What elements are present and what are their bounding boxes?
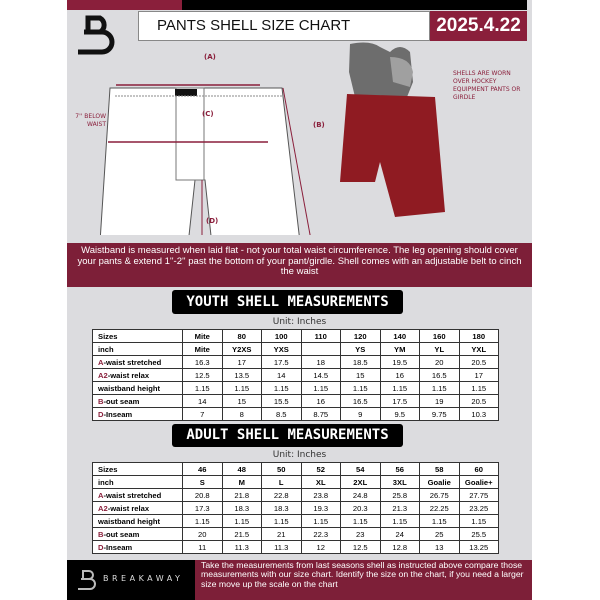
- table-cell: YXL: [459, 343, 499, 356]
- table-row: [93, 515, 499, 528]
- table-row: [93, 476, 499, 489]
- table-cell: 23.8: [301, 489, 341, 502]
- below-waist-note: 7'' BELOW WAIST: [75, 113, 106, 128]
- table-cell: 50: [262, 463, 302, 476]
- table-cell: 14: [183, 395, 223, 408]
- row-label-text: -waist stretched: [103, 357, 162, 367]
- row-label: [93, 541, 183, 554]
- table-cell: 110: [301, 330, 341, 343]
- table-cell: 8.5: [262, 408, 302, 421]
- adult-unit-label: Unit: Inches: [272, 450, 327, 460]
- measure-key: D: [98, 542, 104, 552]
- table-row: [93, 541, 499, 554]
- table-cell: YXS: [262, 343, 302, 356]
- table-cell: L: [262, 476, 302, 489]
- table-cell: [301, 343, 341, 356]
- table-cell: 8: [222, 408, 262, 421]
- table-cell: 21: [262, 528, 302, 541]
- table-cell: 46: [183, 463, 223, 476]
- table-row: [93, 463, 499, 476]
- table-cell: 17: [222, 356, 262, 369]
- footer-brand-block: [67, 560, 195, 600]
- table-cell: 1.15: [301, 515, 341, 528]
- table-row: [93, 382, 499, 395]
- table-cell: 100: [262, 330, 302, 343]
- measure-key: D: [98, 409, 104, 419]
- table-cell: 15.5: [262, 395, 302, 408]
- table-cell: 23: [341, 528, 381, 541]
- table-cell: 16: [301, 395, 341, 408]
- table-cell: 27.75: [459, 489, 499, 502]
- table-cell: 15: [341, 369, 381, 382]
- label-b: (B): [313, 121, 325, 129]
- table-row: [93, 408, 499, 421]
- table-cell: 16.5: [420, 369, 460, 382]
- table-cell: 21.5: [222, 528, 262, 541]
- table-cell: YS: [341, 343, 381, 356]
- table-cell: 16.5: [341, 395, 381, 408]
- table-cell: 58: [420, 463, 460, 476]
- row-label-text: Sizes: [98, 464, 118, 474]
- table-cell: M: [222, 476, 262, 489]
- table-cell: 60: [459, 463, 499, 476]
- table-cell: 7: [183, 408, 223, 421]
- table-cell: Y2XS: [222, 343, 262, 356]
- table-row: [93, 356, 499, 369]
- table-cell: 18: [301, 356, 341, 369]
- table-cell: 11: [183, 541, 223, 554]
- label-c: (C): [202, 110, 214, 118]
- table-cell: 120: [341, 330, 381, 343]
- table-cell: 24.8: [341, 489, 381, 502]
- table-cell: 8.75: [301, 408, 341, 421]
- table-cell: 17.3: [183, 502, 223, 515]
- footer-logo-icon: [77, 569, 97, 591]
- table-cell: 160: [420, 330, 460, 343]
- table-cell: 1.15: [222, 382, 262, 395]
- table-cell: 11.3: [222, 541, 262, 554]
- table-cell: 25: [420, 528, 460, 541]
- row-label: [93, 502, 183, 515]
- table-cell: 1.15: [301, 382, 341, 395]
- table-cell: 18.5: [341, 356, 381, 369]
- table-cell: Mite: [183, 343, 223, 356]
- table-cell: 16.3: [183, 356, 223, 369]
- table-cell: 140: [380, 330, 420, 343]
- table-row: [93, 369, 499, 382]
- row-label-text: -waist stretched: [103, 490, 162, 500]
- brand-logo-icon: [74, 14, 122, 56]
- table-cell: 3XL: [380, 476, 420, 489]
- table-cell: 1.15: [222, 515, 262, 528]
- row-label: [93, 343, 183, 356]
- row-label-text: -waist relax: [107, 370, 150, 380]
- table-cell: 13: [420, 541, 460, 554]
- label-a: (A): [204, 53, 216, 61]
- table-cell: YL: [420, 343, 460, 356]
- table-cell: 180: [459, 330, 499, 343]
- page-title: PANTS SHELL SIZE CHART: [138, 11, 430, 41]
- shorts-diagram: [100, 60, 330, 235]
- adult-size-table: [92, 462, 499, 554]
- table-row: [93, 528, 499, 541]
- table-cell: 25.5: [459, 528, 499, 541]
- row-label-text: -waist relax: [107, 503, 150, 513]
- table-cell: 52: [301, 463, 341, 476]
- table-row: [93, 489, 499, 502]
- table-cell: 2XL: [341, 476, 381, 489]
- table-cell: 10.3: [459, 408, 499, 421]
- table-cell: 9.5: [380, 408, 420, 421]
- table-cell: 17.5: [380, 395, 420, 408]
- table-cell: 1.15: [459, 382, 499, 395]
- table-cell: 17.5: [262, 356, 302, 369]
- row-label-text: -out seam: [103, 396, 140, 406]
- row-label-text: -out seam: [103, 529, 140, 539]
- measure-key: A: [98, 357, 104, 367]
- table-cell: 18.3: [262, 502, 302, 515]
- table-cell: 20: [183, 528, 223, 541]
- table-row: [93, 330, 499, 343]
- table-cell: XL: [301, 476, 341, 489]
- row-label: [93, 330, 183, 343]
- table-cell: 56: [380, 463, 420, 476]
- table-cell: 14.5: [301, 369, 341, 382]
- table-cell: 21.3: [380, 502, 420, 515]
- row-label: [93, 515, 183, 528]
- table-cell: 1.15: [262, 515, 302, 528]
- measure-key: B: [98, 529, 104, 539]
- row-label: [93, 463, 183, 476]
- table-cell: 20: [420, 356, 460, 369]
- table-cell: 1.15: [183, 382, 223, 395]
- table-cell: YM: [380, 343, 420, 356]
- table-cell: Mite: [183, 330, 223, 343]
- table-cell: 23.25: [459, 502, 499, 515]
- table-row: [93, 343, 499, 356]
- row-label-text: waistband height: [98, 383, 161, 393]
- table-cell: 54: [341, 463, 381, 476]
- table-cell: 22.3: [301, 528, 341, 541]
- row-label: [93, 382, 183, 395]
- table-cell: 20.3: [341, 502, 381, 515]
- table-cell: 13.5: [222, 369, 262, 382]
- table-cell: 22.25: [420, 502, 460, 515]
- measure-key: B: [98, 396, 104, 406]
- photo-note: SHELLS ARE WORN OVER HOCKEY EQUIPMENT PANTS OR GIRDLE: [453, 70, 521, 101]
- table-cell: 11.3: [262, 541, 302, 554]
- table-cell: 80: [222, 330, 262, 343]
- row-label: [93, 476, 183, 489]
- table-cell: 19: [420, 395, 460, 408]
- measurement-info-banner: Waistband is measured when laid flat - not your total waist circumference. The leg opening should cover your pants & extend 1''-2'' past the bottom of your pant/girdle. Shell comes with an adjustable belt to cinch the waist: [67, 243, 532, 287]
- table-cell: 9: [341, 408, 381, 421]
- adult-section-title: ADULT SHELL MEASUREMENTS: [172, 424, 403, 447]
- table-cell: 20.5: [459, 356, 499, 369]
- row-label-text: waistband height: [98, 516, 161, 526]
- table-cell: 13.25: [459, 541, 499, 554]
- table-cell: 16: [380, 369, 420, 382]
- table-cell: 22.8: [262, 489, 302, 502]
- row-label: [93, 395, 183, 408]
- table-cell: 1.15: [183, 515, 223, 528]
- table-row: [93, 502, 499, 515]
- footer-instructions: Take the measurements from last seasons shell as instructed above compare those measurements with our size chart. Identify the size on the chart, if you need a larger size move up the scale on the chart: [195, 560, 532, 600]
- table-cell: 19.3: [301, 502, 341, 515]
- measure-key: A2: [98, 370, 108, 380]
- table-cell: 1.15: [341, 382, 381, 395]
- row-label-text: inch: [98, 344, 114, 354]
- table-cell: 15: [222, 395, 262, 408]
- table-cell: Goalie+: [459, 476, 499, 489]
- youth-section-title: YOUTH SHELL MEASUREMENTS: [172, 290, 403, 314]
- top-accent-bar: [67, 0, 182, 10]
- row-label: [93, 356, 183, 369]
- date-badge: 2025.4.22: [430, 11, 527, 41]
- table-cell: 1.15: [380, 515, 420, 528]
- table-cell: 48: [222, 463, 262, 476]
- table-cell: 19.5: [380, 356, 420, 369]
- table-cell: 20.8: [183, 489, 223, 502]
- table-cell: 1.15: [459, 515, 499, 528]
- table-cell: 1.15: [262, 382, 302, 395]
- row-label: [93, 528, 183, 541]
- top-black-bar: [182, 0, 527, 10]
- table-cell: 12.5: [341, 541, 381, 554]
- table-cell: 21.8: [222, 489, 262, 502]
- row-label-text: -Inseam: [103, 542, 133, 552]
- table-cell: 25.8: [380, 489, 420, 502]
- row-label-text: inch: [98, 477, 114, 487]
- row-label-text: Sizes: [98, 331, 118, 341]
- row-label: [93, 369, 183, 382]
- table-cell: 12: [301, 541, 341, 554]
- table-cell: 24: [380, 528, 420, 541]
- row-label-text: -Inseam: [103, 409, 133, 419]
- table-cell: 20.5: [459, 395, 499, 408]
- youth-size-table: [92, 329, 499, 421]
- pants-shell-photo: [335, 42, 450, 217]
- table-cell: 12.8: [380, 541, 420, 554]
- table-cell: 26.75: [420, 489, 460, 502]
- measure-key: A: [98, 490, 104, 500]
- measure-key: A2: [98, 503, 108, 513]
- table-cell: 1.15: [420, 382, 460, 395]
- table-cell: S: [183, 476, 223, 489]
- table-cell: 14: [262, 369, 302, 382]
- table-cell: 17: [459, 369, 499, 382]
- table-row: [93, 395, 499, 408]
- youth-unit-label: Unit: Inches: [272, 317, 327, 327]
- footer-brand-name: BREAKAWAY: [103, 574, 184, 583]
- table-cell: 9.75: [420, 408, 460, 421]
- table-cell: 1.15: [380, 382, 420, 395]
- table-cell: 1.15: [341, 515, 381, 528]
- label-d: (D): [206, 217, 219, 225]
- table-cell: 1.15: [420, 515, 460, 528]
- table-cell: 18.3: [222, 502, 262, 515]
- row-label: [93, 408, 183, 421]
- table-cell: 12.5: [183, 369, 223, 382]
- table-cell: Goalie: [420, 476, 460, 489]
- row-label: [93, 489, 183, 502]
